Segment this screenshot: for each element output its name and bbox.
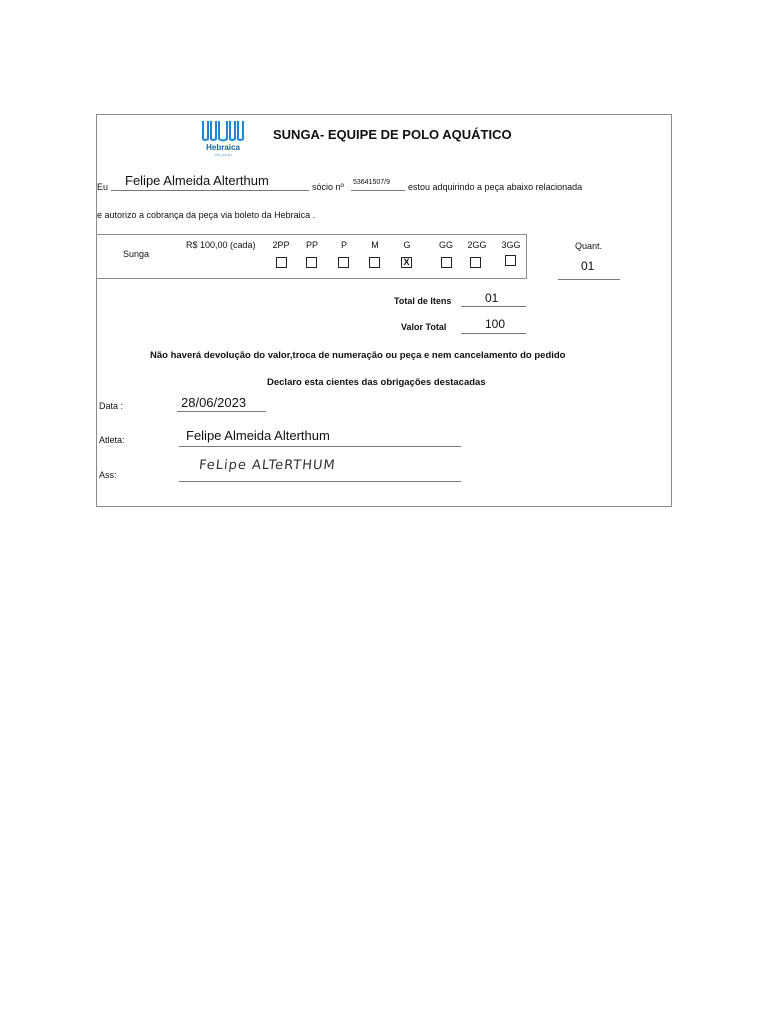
no-refund-notice: Não haverá devolução do valor,troca de numeração ou peça e nem cancelamento do pedido <box>150 350 566 361</box>
size-label-m: M <box>371 240 379 250</box>
socio-label: sócio nº <box>312 182 344 192</box>
authorization-text: e autorizo a cobrança da peça via boleto da Hebraica . <box>97 210 316 220</box>
size-label-3gg: 3GG <box>501 240 521 250</box>
atleta-value[interactable]: Felipe Almeida Alterthum <box>186 428 330 443</box>
declaration-text: Declaro esta cientes das obrigações destacadas <box>267 377 486 388</box>
size-label-g: G <box>403 240 411 250</box>
after-socio-text: estou adquirindo a peça abaixo relacionada <box>408 182 583 192</box>
ass-label: Ass: <box>99 470 117 480</box>
total-itens-label: Total de Itens <box>394 296 452 306</box>
size-checkbox-gg[interactable] <box>441 257 452 268</box>
size-label-2pp: 2PP <box>272 240 290 250</box>
quant-label: Quant. <box>575 241 603 251</box>
hebraica-logo <box>201 119 245 155</box>
quant-value[interactable]: 01 <box>581 259 595 273</box>
valor-total-value[interactable]: 100 <box>485 317 506 331</box>
product-name: Sunga <box>123 249 150 259</box>
data-value[interactable]: 28/06/2023 <box>181 395 247 410</box>
product-box <box>97 234 527 279</box>
name-value[interactable]: Felipe Almeida Alterthum <box>125 173 269 188</box>
size-label-p: P <box>340 240 347 250</box>
eu-label: Eu <box>97 182 109 192</box>
logo-text: Hebraica <box>206 143 240 152</box>
size-checkbox-m[interactable] <box>369 257 380 268</box>
form-title: SUNGA- EQUIPE DE POLO AQUÁTICO <box>273 127 512 142</box>
order-form <box>96 114 672 507</box>
signature: FeLipe ALTeRTHUM <box>198 458 337 473</box>
size-checkbox-2gg[interactable] <box>470 257 481 268</box>
size-label-pp: PP <box>305 240 318 250</box>
size-checkbox-pp[interactable] <box>306 257 317 268</box>
size-label-2gg: 2GG <box>467 240 487 250</box>
data-label: Data : <box>99 401 124 411</box>
total-itens-value[interactable]: 01 <box>485 291 499 305</box>
size-checkbox-3gg[interactable] <box>505 255 516 266</box>
socio-value[interactable]: 53641507/9 <box>353 179 390 186</box>
atleta-label: Atleta: <box>99 435 125 445</box>
size-checkbox-g[interactable]: X <box>401 257 412 268</box>
size-label-gg: GG <box>438 240 453 250</box>
product-price: R$ 100,00 (cada) <box>186 240 256 250</box>
hebraica-logo-icon <box>201 119 245 143</box>
logo-subtext: são paulo <box>214 152 232 157</box>
valor-total-label: Valor Total <box>401 322 447 332</box>
size-checkbox-2pp[interactable] <box>276 257 287 268</box>
size-checkbox-p[interactable] <box>338 257 349 268</box>
